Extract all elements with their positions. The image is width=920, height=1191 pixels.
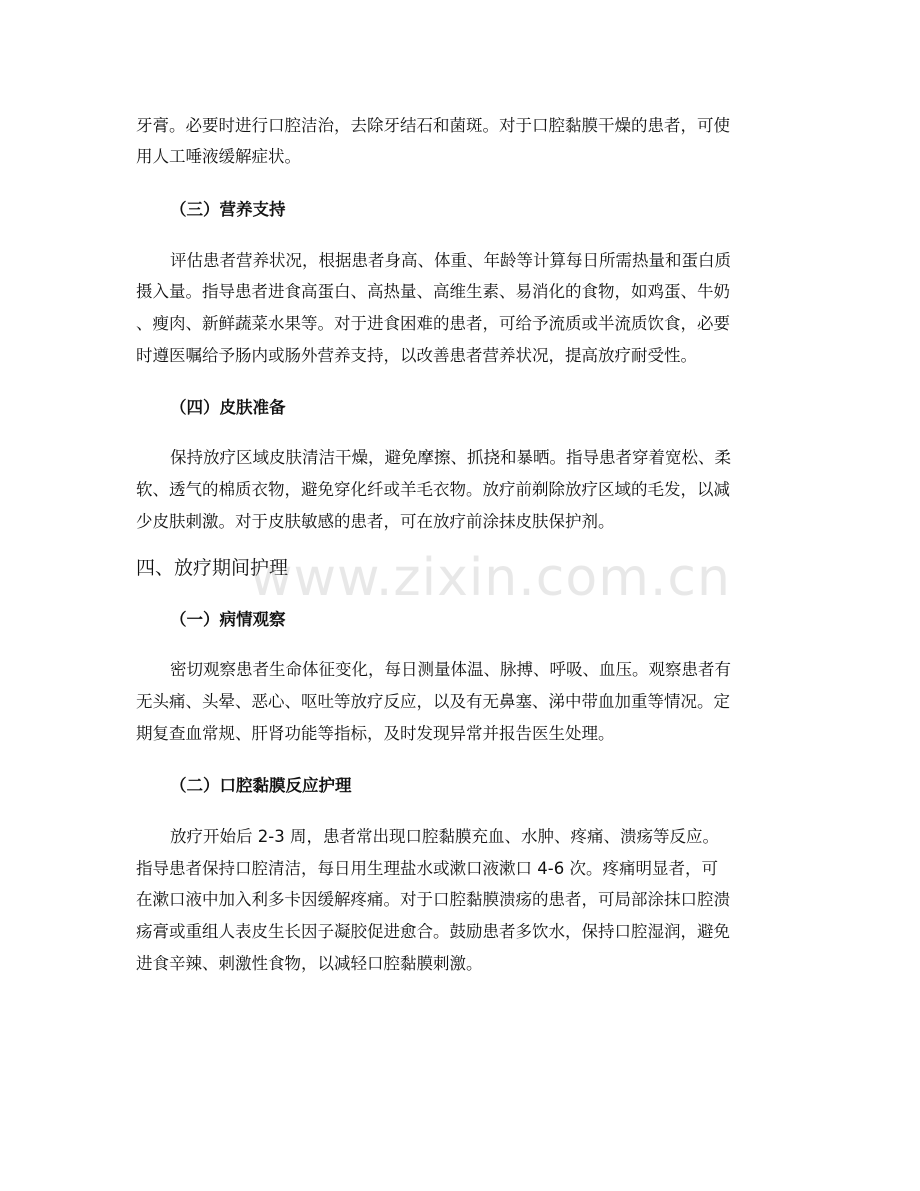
paragraph-line: 密切观察患者生命体征变化，每日测量体温、脉搏、呼吸、血压。观察患者有 bbox=[170, 660, 731, 679]
paragraph-line: 软、透气的棉质衣物，避免穿化纤或羊毛衣物。放疗前剃除放疗区域的毛发，以减 bbox=[136, 480, 730, 499]
paragraph-line: 指导患者保持口腔清洁，每日用生理盐水或漱口液漱口 4-6 次。疼痛明显者，可 bbox=[136, 859, 718, 878]
section-heading-nutrition: （三）营养支持 bbox=[170, 200, 286, 219]
section-heading-mucosa: （二）口腔黏膜反应护理 bbox=[170, 776, 352, 795]
watermark: www.zixin.com.cn bbox=[250, 548, 731, 608]
paragraph-line: 少皮肤刺激。对于皮肤敏感的患者，可在放疗前涂抹皮肤保护剂。 bbox=[136, 512, 615, 531]
paragraph-line: 、瘦肉、新鲜蔬菜水果等。对于进食困难的患者，可给予流质或半流质饮食，必要 bbox=[136, 314, 730, 333]
section-heading-observation: （一）病情观察 bbox=[170, 610, 286, 629]
paragraph-line: 牙膏。必要时进行口腔洁治，去除牙结石和菌斑。对于口腔黏膜干燥的患者，可使 bbox=[136, 116, 730, 135]
paragraph-line: 保持放疗区域皮肤清洁干燥，避免摩擦、抓挠和暴晒。指导患者穿着宽松、柔 bbox=[170, 448, 731, 467]
paragraph-line: 放疗开始后 2-3 周，患者常出现口腔黏膜充血、水肿、疼痛、溃疡等反应。 bbox=[170, 827, 719, 846]
paragraph-line: 时遵医嘱给予肠内或肠外营养支持，以改善患者营养状况，提高放疗耐受性。 bbox=[136, 346, 697, 365]
section-heading-skin: （四）皮肤准备 bbox=[170, 398, 286, 417]
paragraph-line: 期复查血常规、肝肾功能等指标，及时发现异常并报告医生处理。 bbox=[136, 724, 615, 743]
paragraph-line: 疡膏或重组人表皮生长因子凝胶促进愈合。鼓励患者多饮水，保持口腔湿润，避免 bbox=[136, 922, 730, 941]
chapter-heading: 四、放疗期间护理 bbox=[136, 557, 289, 579]
paragraph-line: 用人工唾液缓解症状。 bbox=[136, 147, 301, 166]
paragraph-line: 无头痛、头晕、恶心、呕吐等放疗反应，以及有无鼻塞、涕中带血加重等情况。定 bbox=[136, 692, 730, 711]
paragraph-line: 摄入量。指导患者进食高蛋白、高热量、高维生素、易消化的食物，如鸡蛋、牛奶 bbox=[136, 282, 730, 301]
paragraph-line: 进食辛辣、刺激性食物，以减轻口腔黏膜刺激。 bbox=[136, 954, 483, 973]
paragraph-line: 评估患者营养状况，根据患者身高、体重、年龄等计算每日所需热量和蛋白质 bbox=[170, 251, 731, 270]
paragraph-line: 在漱口液中加入利多卡因缓解疼痛。对于口腔黏膜溃疡的患者，可局部涂抹口腔溃 bbox=[136, 890, 730, 909]
